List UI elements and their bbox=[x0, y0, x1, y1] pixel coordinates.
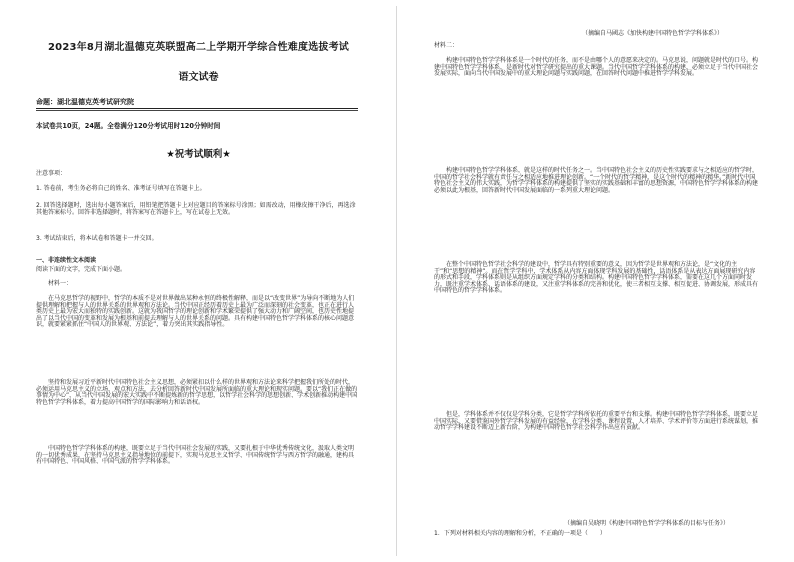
section-instruction: 阅读下面的文字，完成下面小题。 bbox=[36, 266, 127, 273]
header-rule-bottom bbox=[36, 110, 358, 111]
material-label: 材料二： bbox=[434, 42, 459, 49]
passage-paragraph: 但是，学科体系并不仅仅是学科分类，它是哲学学科所依托的重要平台和支撑。构建中国特色哲学学科体系，既要立足中国实际，又要借鉴国外哲学学科发展的有益经验，在学科分类、课程设置、人才培养、学术评价等方面进行系统谋划，推动哲学学科建设不断迈上新台阶，为构建中国特色哲学社会科学作出应有贡献。 bbox=[434, 411, 759, 432]
proposer-label: 命题： bbox=[36, 98, 57, 106]
notice-item: 2. 回答选择题时，选出每小题答案后，用铅笔把答题卡上对应题目的答案标号涂黑；如需改动，用橡皮擦干净后，再选涂其他答案标号。回答非选择题时，将答案写在答题卡上，写在试卷上无效。 bbox=[36, 202, 356, 216]
header-rule-top bbox=[36, 108, 358, 109]
exam-title: 2023年8月湖北温德克英联盟高二上学期开学综合性难度选拔考试 bbox=[48, 42, 349, 53]
question-text: 1．下列对材料相关内容的理解和分析，不正确的一项是（ ） bbox=[434, 530, 606, 537]
good-luck-banner bbox=[0, 146, 397, 160]
source-citation: （摘编自吴晓明《构建中国特色哲学学科体系的目标与任务》） bbox=[564, 520, 730, 527]
source-citation: （摘编自马國志《加快构建中国特色哲学学科体系》） bbox=[582, 30, 724, 37]
star-icon: ★ bbox=[222, 149, 231, 160]
good-luck-text: 祝考试顺利 bbox=[174, 149, 223, 160]
material-label: 材料一： bbox=[48, 280, 73, 287]
section-heading: 一、非连续性文本阅读 bbox=[36, 257, 97, 264]
subject-title: 语文试卷 bbox=[178, 72, 219, 83]
notice-item: 3. 考试结束后，将本试卷和答题卡一并交回。 bbox=[36, 235, 158, 242]
passage-paragraph: 中国特色哲学学科体系的构建，既要立足于当代中国社会发展的实践，又要扎根于中华优秀传统文化，汲取人类文明的一切优秀成果，在坚持马克思主义指导地位的前提下，实现马克思主义哲学、中国传统哲学与西方哲学的融通，建构具有中国特色、中国风格、中国气派的哲学学科体系。 bbox=[36, 445, 355, 466]
column-divider bbox=[396, 6, 397, 556]
proposer-line bbox=[36, 97, 187, 107]
passage-paragraph: 构建中国特色哲学学科体系是一个时代的任务，而不是由哪个人的意愿来决定的。马克思说，问题就是时代的口号。构建中国特色哲学学科体系，是新时代对哲学研究提出的重大课题。当代中国哲学学科体系的构建，必须立足于当代中国社会发展实际，面向当代中国发展中的重大理论问题与实践问题，在回答时代问题中推进哲学学科发展。 bbox=[434, 57, 759, 78]
notice-item: 1. 答卷前，考生务必将自己的姓名、准考证号填写在答题卡上。 bbox=[36, 185, 206, 192]
proposer-value: 湖北温德克英考试研究院 bbox=[57, 98, 134, 106]
passage-paragraph: 构建中国特色哲学学科体系，就是这样的时代任务之一。当中国特色社会主义的历史性实践要求与之相适应的哲学时，中国的哲学社会科学就有责任与之相适应地推进理论创新。“一个时代的哲学精神，是这个时代的精神的精华。”新时代中国特色社会主义的伟大实践，为哲学学科体系的构建提供了坚实的实践基础和丰富的思想资源，中国特色哲学学科体系的构建必须以此为根基，回答新时代中国发展面临的一系列重大理论问题。 bbox=[434, 167, 759, 194]
star-icon: ★ bbox=[166, 149, 175, 160]
passage-paragraph: 在马克思哲学的视野中，哲学的本质不是对世界做出某种永恒的终极性解释，而是以“改变世界”为导向不断地为人们提供理解和把握与人的世界关系的世界观和方法论。当代中国正经历着历史上最为广泛而深刻的社会变革，也正在进行人类历史上最为宏大而独特的实践创新。这就为我国哲学的理论创新和学术繁荣提供了强大动力和广阔空间，也历史性地提出了以当代中国的变革和发展为根基和前提去理解与人的世界关系的问题。具有构建中国特色哲学学科体系的核心问题意识，就要紧紧抓住“中国人的世界观、方法论”，着力突出其实践指导性。 bbox=[36, 295, 355, 329]
exam-info: 本试卷共10页，24题。全卷满分120分考试用时120分钟时间 bbox=[36, 122, 221, 130]
passage-paragraph: 在整个中国特色哲学社会科学的建设中，哲学具有特别重要的意义，因为哲学是世界观和方法论，是“文化的主干”和“思想的精神”。而在哲学学科中，学术体系从内容方面体现学科发展的基础性，话语体系是从表达方面展现研究内容的形式和手段，学科体系则是从组织方面规定学科的分类和结构。构建中国特色哲学学科体系，需要在这几个方面同时发力，既注重学术体系、话语体系的建设，又注重学科体系的完善和优化，使三者相互支撑、相互促进、协调发展，形成具有中国特色的哲学学科体系。 bbox=[434, 261, 759, 295]
notice-title: 注意事项： bbox=[36, 170, 67, 177]
passage-paragraph: 坚持和发展习近平新时代中国特色社会主义思想，必须紧扣以什么样的世界观和方法论来科学把握我们所处的时代，必须运用马克思主义的立场、观点和方法，去分析回答新时代中国发展所面临的重大理论和现实问题。要以“我们正在做的事情为中心”，从当代中国发展的宏大实践中不断提炼新的哲学思想，以哲学社会科学的思想创新、学术创新推动构建中国特色哲学学科体系，着力提高中国哲学的国际影响力和话语权。 bbox=[36, 379, 358, 406]
